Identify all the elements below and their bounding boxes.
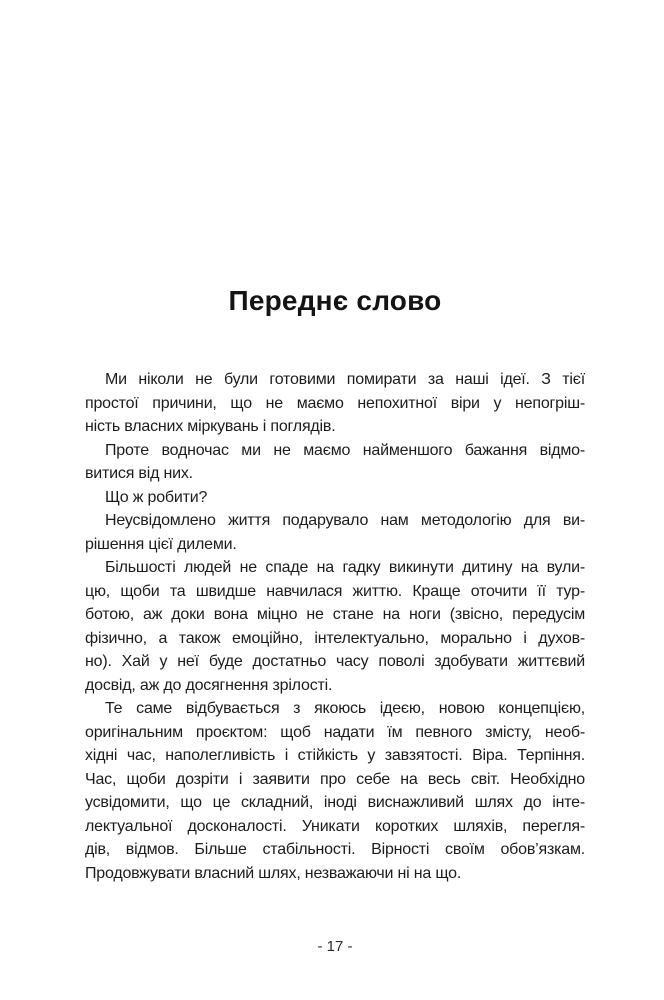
text-line: Неусвідомлено життя подарувало нам методологію для ви- (105, 512, 585, 529)
text-line: фізично, а також емоційно, інтелектуально, морально і духов- (85, 629, 585, 647)
text-line: Ми ніколи не були готовими помирати за наші ідеї. З тієї (105, 371, 585, 388)
text-line: хідні час, наполегливість і стійкість у завзятості. Віра. Терпіння. (85, 747, 585, 764)
text-line: оригінальним проєктом: щоб надати їм певного змісту, необ- (85, 723, 585, 741)
text-line: досвід, аж до досягнення зрілості. (85, 676, 333, 694)
paragraph (85, 509, 585, 556)
text-line: Час, щоби дозріти і заявити про себе на весь світ. Необхідно (85, 770, 585, 788)
paragraph (85, 439, 585, 486)
text-line: Проте водночас ми не маємо найменшого бажання відмо- (105, 441, 585, 459)
text-line: цю, щоби та швидше навчилася життю. Краще оточити її тур- (85, 582, 585, 600)
text-line: Більшості людей не спаде на гадку викинути дитину на вули- (105, 559, 585, 576)
text-line: лектуальної досконалості. Уникати коротких шляхів, перегля- (85, 817, 585, 835)
text-line: усвідомити, що це складний, іноді виснажливий шлях до інте- (85, 794, 585, 811)
text-line: Що ж робити? (105, 488, 208, 506)
text-line: Те саме відбувається з якоюсь ідеєю, новою концепцією, (105, 700, 585, 717)
paragraph (85, 368, 585, 439)
text-line: ботою, аж доки вона міцно не стане на ноги (звісно, передусім (85, 606, 585, 623)
page-number: - 17 - (317, 938, 353, 955)
chapter-title: Переднє слово (228, 285, 442, 316)
paragraph (85, 486, 585, 510)
text-line: Продовжувати власний шлях, незважаючи ні на що. (85, 864, 462, 882)
body-text (85, 368, 585, 885)
text-line: дів, відмов. Більше стабільності. Вірності своїм обов’язкам. (85, 841, 585, 858)
text-line: но). Хай у неї буде достатньо часу поволі здобувати життєвий (85, 653, 585, 670)
text-line: простої причини, що не маємо непохитної віри у непогріш- (85, 394, 585, 412)
text-line: витися від них. (85, 465, 193, 482)
paragraph (85, 556, 585, 697)
text-line: ність власних міркувань і поглядів. (85, 418, 336, 435)
text-line: рішення цієї дилеми. (85, 535, 237, 553)
paragraph (85, 697, 585, 885)
